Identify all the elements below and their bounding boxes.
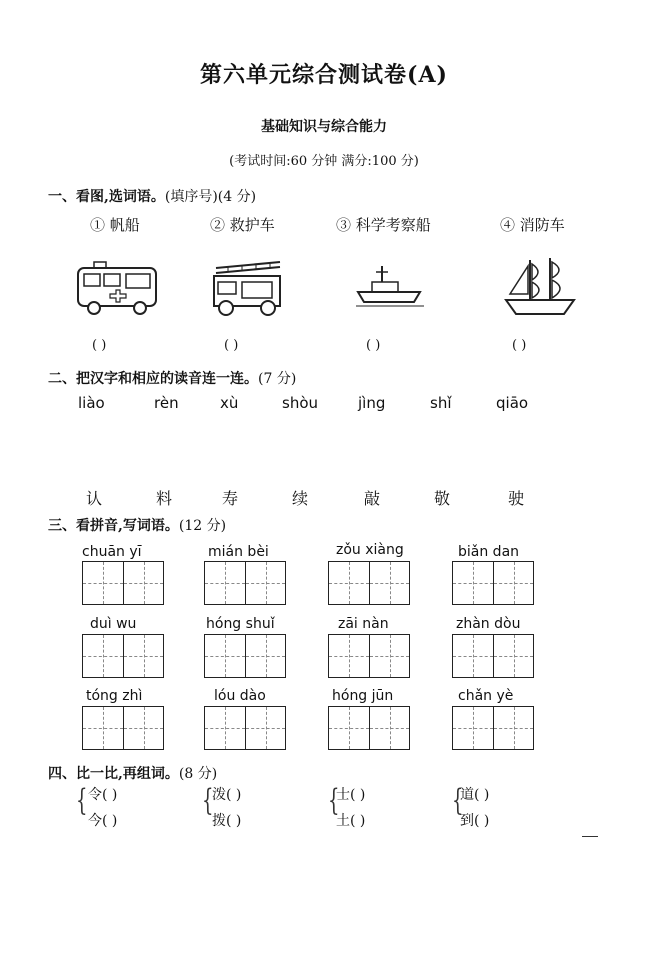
- compare-bottom-2[interactable]: 拨( ): [212, 813, 242, 829]
- char-5: 敲: [364, 489, 381, 508]
- word-pinyin: tóng zhì: [86, 688, 143, 704]
- writing-grid[interactable]: [328, 634, 410, 678]
- pinyin-4: shòu: [282, 394, 319, 412]
- char-2: 料: [156, 489, 173, 508]
- compare-top-3[interactable]: 士( ): [336, 787, 366, 803]
- section4-points: (8 分): [178, 766, 218, 782]
- page-subtitle: 基础知识与综合能力: [261, 119, 387, 135]
- sailboat-icon: [500, 254, 580, 322]
- section1-heading: [48, 186, 256, 206]
- writing-grid[interactable]: [82, 706, 164, 750]
- word-pinyin: zāi nàn: [338, 616, 389, 632]
- compare-top-4[interactable]: 道( ): [460, 787, 490, 803]
- char-7: 驶: [508, 489, 525, 508]
- section3-heading: [48, 515, 226, 535]
- section4-label: 四、比一比,再组词。: [48, 766, 179, 782]
- answer-blank-4[interactable]: ( ): [512, 338, 527, 353]
- writing-grid[interactable]: [82, 561, 164, 605]
- answer-blank-3[interactable]: ( ): [366, 338, 381, 353]
- time-info: (考试时间:60 分钟 满分:100 分): [229, 154, 419, 169]
- compare-bottom-3[interactable]: 土( ): [336, 813, 366, 829]
- section1-points: (填序号)(4 分): [164, 189, 257, 205]
- brace-icon: {: [452, 783, 464, 818]
- answer-blank-2[interactable]: ( ): [224, 338, 239, 353]
- option-4: ④ 消防车: [500, 216, 565, 234]
- writing-grid[interactable]: [452, 561, 534, 605]
- option-2: ② 救护车: [210, 216, 275, 234]
- pinyin-5: jìng: [358, 394, 386, 412]
- section2-label: 二、把汉字和相应的读音连一连。: [48, 371, 258, 387]
- section1-label: 一、看图,选词语。: [48, 189, 165, 205]
- pinyin-6: shǐ: [430, 394, 452, 412]
- brace-icon: {: [328, 783, 340, 818]
- writing-grid[interactable]: [204, 634, 286, 678]
- brace-icon: {: [76, 783, 88, 818]
- pinyin-3: xù: [220, 394, 239, 412]
- writing-grid[interactable]: [204, 706, 286, 750]
- word-pinyin: zhàn dòu: [456, 616, 521, 632]
- word-pinyin: duì wu: [90, 616, 137, 632]
- margin-dash: [582, 836, 598, 837]
- compare-bottom-4[interactable]: 到( ): [460, 813, 490, 829]
- brace-icon: {: [202, 783, 214, 818]
- option-1: ① 帆船: [90, 216, 140, 234]
- section2-points: (7 分): [258, 371, 297, 387]
- word-pinyin: chuān yī: [82, 544, 142, 560]
- section2-heading: [48, 368, 296, 388]
- pinyin-7: qiāo: [496, 394, 529, 412]
- pinyin-2: rèn: [154, 394, 179, 412]
- word-pinyin: chǎn yè: [458, 688, 514, 704]
- writing-grid[interactable]: [328, 561, 410, 605]
- word-pinyin: mián bèi: [208, 544, 269, 560]
- answer-blank-1[interactable]: ( ): [92, 338, 107, 353]
- option-3: ③ 科学考察船: [336, 216, 431, 234]
- char-3: 寿: [222, 489, 239, 508]
- writing-grid[interactable]: [328, 706, 410, 750]
- compare-bottom-1[interactable]: 今( ): [88, 813, 118, 829]
- section4-heading: [48, 763, 217, 783]
- word-pinyin: hóng jūn: [332, 688, 394, 704]
- word-pinyin: hóng shuǐ: [206, 616, 275, 632]
- writing-grid[interactable]: [204, 561, 286, 605]
- fire-truck-icon: [208, 256, 288, 320]
- char-1: 认: [86, 489, 103, 508]
- section3-label: 三、看拼音,写词语。: [48, 518, 179, 534]
- word-pinyin: lóu dào: [214, 688, 266, 704]
- char-4: 续: [292, 489, 309, 508]
- char-6: 敬: [434, 489, 451, 508]
- section3-points: (12 分): [178, 518, 227, 534]
- compare-top-1[interactable]: 令( ): [88, 787, 118, 803]
- word-pinyin: zǒu xiàng: [336, 542, 404, 558]
- writing-grid[interactable]: [82, 634, 164, 678]
- page-title: 第六单元综合测试卷(A): [200, 62, 448, 88]
- compare-top-2[interactable]: 泼( ): [212, 787, 242, 803]
- research-ship-icon: [354, 262, 426, 312]
- ambulance-icon: [74, 258, 164, 318]
- pinyin-1: liào: [78, 394, 105, 412]
- writing-grid[interactable]: [452, 634, 534, 678]
- word-pinyin: biǎn dan: [458, 544, 520, 560]
- writing-grid[interactable]: [452, 706, 534, 750]
